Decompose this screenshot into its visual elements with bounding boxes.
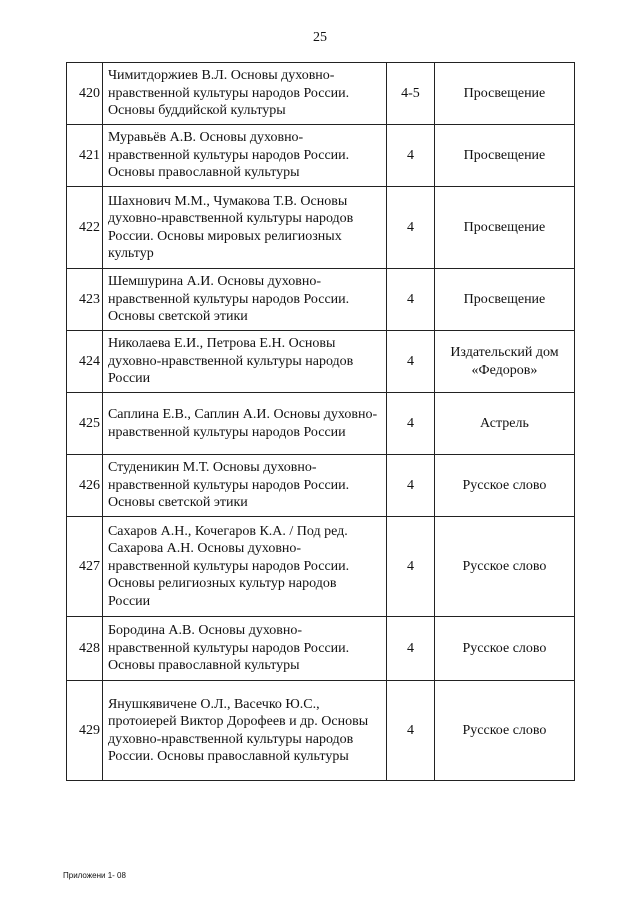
book-title: Бородина А.В. Основы духовно-нравственной культуры народов России. Основы православной культуры [102, 617, 386, 681]
publisher-cell: Просвещение [434, 125, 574, 187]
grade-cell: 4 [387, 455, 435, 517]
row-number: 423 [67, 269, 103, 331]
table-row [67, 63, 575, 125]
row-number: 427 [67, 517, 103, 617]
book-title: Чимитдоржиев В.Л. Основы духовно-нравственной культуры народов России. Основы буддийской культуры [102, 63, 386, 125]
book-title: Саплина Е.В., Саплин А.И. Основы духовно-нравственной культуры народов России [102, 393, 386, 455]
row-number: 429 [67, 681, 103, 781]
row-number: 426 [67, 455, 103, 517]
grade-cell: 4 [387, 125, 435, 187]
publisher-cell: Русское слово [434, 681, 574, 781]
book-title: Шемшурина А.И. Основы духовно-нравственной культуры народов России. Основы светской этики [102, 269, 386, 331]
footer-note: Приложени 1- 08 [63, 871, 126, 880]
table-row [67, 269, 575, 331]
grade-cell: 4 [387, 617, 435, 681]
table-row [67, 125, 575, 187]
row-number: 421 [67, 125, 103, 187]
grade-cell: 4 [387, 393, 435, 455]
table-row [67, 331, 575, 393]
book-title: Сахаров А.Н., Кочегаров К.А. / Под ред. Сахарова А.Н. Основы духовно-нравственной культуры народов России. Основы религиозных культур народов России [102, 517, 386, 617]
row-number: 425 [67, 393, 103, 455]
row-number: 422 [67, 187, 103, 269]
publisher-cell: Просвещение [434, 63, 574, 125]
table-row [67, 517, 575, 617]
row-number: 428 [67, 617, 103, 681]
book-title: Студеникин М.Т. Основы духовно-нравственной культуры народов России. Основы светской этики [102, 455, 386, 517]
publisher-cell: Русское слово [434, 517, 574, 617]
publisher-cell: Издательский дом «Федоров» [434, 331, 574, 393]
grade-cell: 4 [387, 331, 435, 393]
grade-cell: 4 [387, 517, 435, 617]
grade-cell: 4 [387, 681, 435, 781]
table-row [67, 617, 575, 681]
publisher-cell: Русское слово [434, 455, 574, 517]
book-title: Янушкявичене О.Л., Васечко Ю.С., протоиерей Виктор Дорофеев и др. Основы духовно-нравственной культуры народов России. Основы православной культуры [102, 681, 386, 781]
publisher-cell: Просвещение [434, 269, 574, 331]
grade-cell: 4 [387, 187, 435, 269]
publisher-cell: Просвещение [434, 187, 574, 269]
publisher-cell: Русское слово [434, 617, 574, 681]
table-row [67, 455, 575, 517]
row-number: 420 [67, 63, 103, 125]
textbook-table [66, 62, 575, 781]
book-title: Шахнович М.М., Чумакова Т.В. Основы духовно-нравственной культуры народов России. Основы мировых религиозных культур [102, 187, 386, 269]
table-row [67, 681, 575, 781]
grade-cell: 4 [387, 269, 435, 331]
table-row [67, 187, 575, 269]
page-number: 25 [313, 30, 327, 45]
book-title: Николаева Е.И., Петрова Е.Н. Основы духовно-нравственной культуры народов России [102, 331, 386, 393]
grade-cell: 4-5 [387, 63, 435, 125]
publisher-cell: Астрель [434, 393, 574, 455]
table-row [67, 393, 575, 455]
row-number: 424 [67, 331, 103, 393]
book-title: Муравьёв А.В. Основы духовно-нравственной культуры народов России. Основы православной культуры [102, 125, 386, 187]
